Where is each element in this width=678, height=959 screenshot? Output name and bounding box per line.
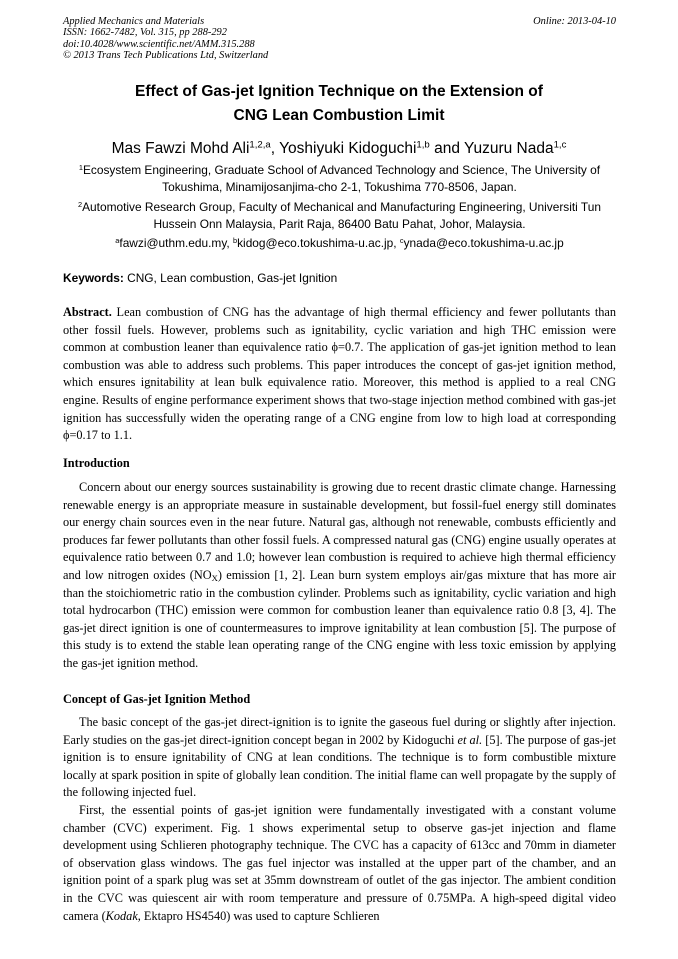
concept-p1-text-1: The basic concept of the gas-jet direct-ignition is to ignite the gaseous fuel during or slightly after injection. Early studies on the gas-jet direct-ignition concept began in 2002 by Kidoguchi (63, 715, 616, 747)
journal-name: Applied Mechanics and Materials (63, 16, 205, 27)
affiliation-1-text: Ecosystem Engineering, Graduate School of Advanced Technology and Science, The University of Tokushima, Minamijosanjima-cho 2-1, Tokushima 770-8506, Japan. (82, 163, 601, 194)
paper-title (40, 80, 638, 128)
author-1-affiliation: 1,2,a (249, 139, 271, 151)
nox-subscript: X (211, 573, 218, 584)
affiliation-1 (62, 162, 617, 196)
affiliation-1-marker: 1 (78, 162, 83, 172)
journal-copyright: © 2013 Trans Tech Publications Ltd, Switzerland (63, 50, 269, 62)
affiliation-2-text: Automotive Research Group, Faculty of Mechanical and Manufacturing Engineering, Universiti Tun Hussein Onn Malaysia, Parit Raja, 86400 Batu Pahat, Johor, Malaysia. (82, 200, 601, 231)
author-emails (62, 235, 617, 252)
concept-p2-kodak: Kodak (105, 908, 138, 923)
email-1: fawzi@uthm.edu.my, (119, 236, 234, 250)
title-line-1: Effect of Gas-jet Ignition Technique on the Extension of (135, 83, 543, 100)
journal-issn: ISSN: 1662-7482, Vol. 315, pp 288-292 (63, 27, 227, 39)
introduction-paragraph (63, 479, 616, 673)
email-2: kidog@eco.tokushima-u.ac.jp, (237, 236, 400, 250)
author-separator: and (429, 140, 464, 157)
affiliation-2 (62, 199, 617, 233)
author-separator: , (270, 140, 280, 157)
title-line-2: CNG Lean Combustion Limit (233, 107, 445, 124)
introduction-text-2: ) emission [1, 2]. Lean burn system employs air/gas mixture that has more air than the stoichiometric ratio in the combustion cylinder. Problems such as ignitability, cyclic variation and high total hydrocarbon (THC) emission were common for combustion leaner than equivalence ratio 0.8 [3, 4]. The gas-jet direct ignition is one of countermeasures to improve ignitability at lean combustion [5]. The purpose of this study is to extend the stable lean operating range of the CNG engine with less toxic emission by applying the gas-jet ignition method. (63, 567, 616, 670)
introduction-heading: Introduction (63, 456, 130, 470)
concept-heading: Concept of Gas-jet Ignition Method (63, 692, 251, 706)
author-3: Yuzuru Nada (463, 140, 554, 157)
email-3: ynada@eco.tokushima-u.ac.jp (403, 236, 564, 250)
concept-p1-text-2: [5]. The purpose of gas-jet ignition is to ensure ignitability of CNG at lean conditions. The technique is to form combustible mixture locally at spark position in spite of globally lean condition. The initial flame can well propagate by the supply of the following injected fuel. (63, 732, 617, 800)
introduction-text-1: Concern about our energy sources sustainability is growing due to recent drastic climate change. Harnessing renewable energy is an appropriate measure in sustainable development, but fossil-fuel energy still dominates our energy chain sources even in the near future. Natural gas, although not renewable, combusts efficiently and produces far fewer pollutants than other fossil fuels. A compressed natural gas (CNG) engine usually operates at equivalence ratio between 0.7 and 1.0; however lean combustion is required to achieve high thermal efficiency and low nitrogen oxides (NO (63, 480, 616, 582)
author-2-affiliation: 1,b (416, 139, 430, 151)
concept-p2-text-1: First, the essential points of gas-jet ignition were fundamentally investigated with a constant volume chamber (CVC) experiment. Fig. 1 shows experimental setup to observe gas-jet injection and flame development using Schlieren photography technique. The CVC has a capacity of 613cc and 70mm in diameter of observation glass windows. The gas fuel injector was installed at the upper part of the chamber, and an ignition point of a spark plug was set at 35mm downstream of outlet of the gas injector. The ambient condition in the CVC was quiescent air with room temperature and pressure of 0.75MPa. A high-speed digital video camera ( (63, 803, 616, 923)
author-list (40, 139, 638, 159)
author-2: Yoshiyuki Kidoguchi (279, 140, 417, 157)
abstract (63, 304, 616, 445)
abstract-text: Lean combustion of CNG has the advantage of high thermal efficiency and fewer pollutants than other fossil fuels. However, problems such as ignitability, cyclic variation and high THC emission were common at combustion leaner than equivalence ratio ϕ=0.7. The application of gas-jet ignition method to lean combustion was able to address such problems. This paper introduces the concept of gas-jet ignition method, which ensures ignitability at lean bulk equivalence ratio. Moreover, this method is applied to a real CNG engine. Results of engine performance experiment shows that two-stage injection method combined with gas-jet ignition has successfully widen the operating range of a CNG engine from low to high load at corresponding ϕ=0.17 to 1.1. (63, 305, 616, 443)
concept-p2-text-2: , Ektapro HS4540) was used to capture Schlieren (137, 908, 380, 923)
concept-paragraph-2 (63, 802, 616, 925)
keywords-label: Keywords: (63, 271, 124, 285)
author-3-affiliation: 1,c (553, 139, 567, 151)
email-1-marker: a (115, 235, 120, 245)
email-3-marker: c (399, 235, 404, 245)
keywords-text: CNG, Lean combustion, Gas-jet Ignition (123, 271, 338, 285)
online-date: Online: 2013-04-10 (533, 16, 616, 27)
concept-paragraph-1 (63, 714, 616, 802)
journal-header (63, 16, 616, 62)
email-2-marker: b (233, 235, 238, 245)
journal-doi: doi:10.4028/www.scientific.net/AMM.315.288 (63, 38, 255, 50)
abstract-label: Abstract. (63, 305, 112, 319)
author-1: Mas Fawzi Mohd Ali (111, 140, 250, 157)
affiliation-2-marker: 2 (78, 199, 83, 209)
keywords (63, 270, 616, 287)
concept-p1-etal: et al. (457, 732, 483, 747)
